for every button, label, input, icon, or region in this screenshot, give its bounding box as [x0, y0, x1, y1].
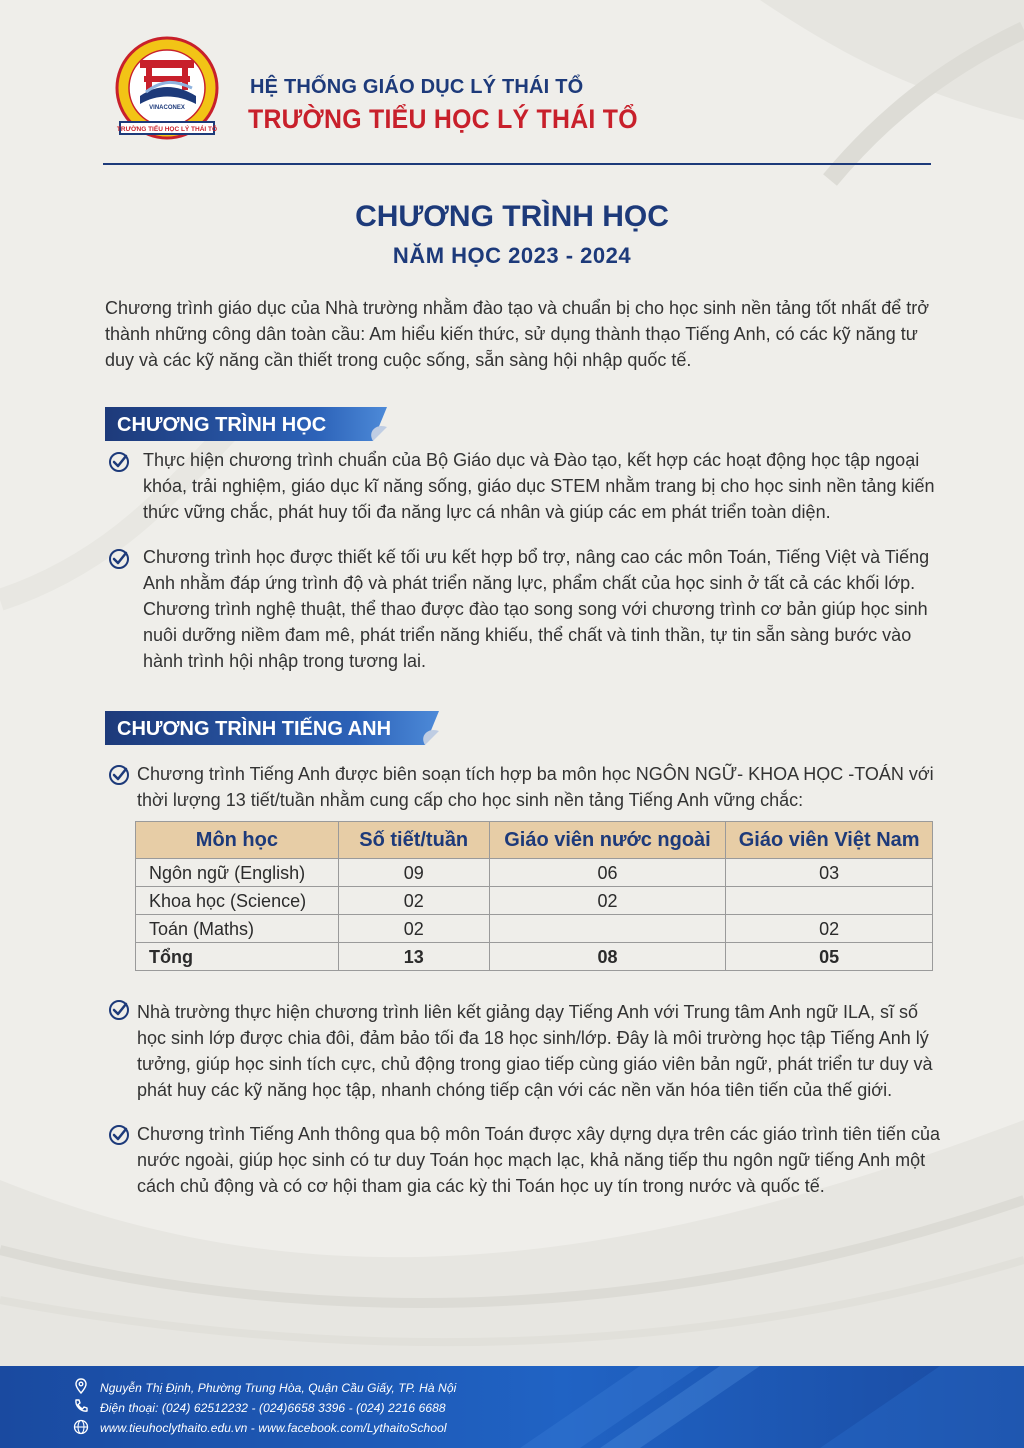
- table-cell: 08: [489, 943, 726, 971]
- intro-paragraph: Chương trình giáo dục của Nhà trường nhằm đào tạo và chuẩn bị cho học sinh nền tảng tốt nhất để trở thành những công dân toàn cầu: Am hiểu kiến thức, sử dụng thành thạo Tiếng Anh, có các kỹ năng tư duy và các kỹ năng cần thiết trong cuộc sống, sẵn sàng hội nhập quốc tế.: [105, 298, 930, 370]
- checkmark-circle-icon: [108, 451, 130, 473]
- checkmark-circle-icon: [108, 1124, 130, 1146]
- table-cell: 03: [726, 859, 933, 887]
- table-header-cell: Số tiết/tuần: [338, 822, 489, 859]
- english-program-table: [135, 821, 933, 971]
- table-cell: Khoa học (Science): [136, 887, 339, 915]
- table-row: [136, 915, 933, 943]
- phone-icon: [73, 1398, 89, 1414]
- table-cell: [489, 915, 726, 943]
- section-banner-curriculum: [105, 405, 395, 445]
- section-heading-curriculum: CHƯƠNG TRÌNH HỌC: [117, 414, 327, 436]
- location-pin-icon: [73, 1378, 89, 1394]
- table-header-cell: Giáo viên nước ngoài: [489, 822, 726, 859]
- curriculum-bullet-1: Thực hiện chương trình chuẩn của Bộ Giáo dục và Đào tạo, kết hợp các hoạt động học tập ngoại khóa, trải nghiệm, giáo dục kĩ năng sống, giáo dục STEM nhằm trang bị cho học sinh nền tảng kiến thức vững chắc, phát huy tối đa năng lực cá nhân và giúp các em phát triển toàn diện.: [143, 450, 935, 522]
- globe-icon: [73, 1419, 89, 1435]
- footer-address: Nguyễn Thị Định, Phường Trung Hòa, Quận Cầu Giấy, TP. Hà Nội: [100, 1381, 457, 1395]
- english-bullet-1: Chương trình Tiếng Anh được biên soạn tích hợp ba môn học NGÔN NGỮ- KHOA HỌC -TOÁN với thời lượng 13 tiết/tuần nhằm cung cấp cho học sinh nền tảng Tiếng Anh vững chắc:: [137, 764, 934, 810]
- table-total-row: [136, 943, 933, 971]
- table-cell: Tổng: [136, 943, 339, 971]
- page-title: CHƯƠNG TRÌNH HỌC: [355, 200, 669, 233]
- table-cell: 05: [726, 943, 933, 971]
- table-cell: 02: [489, 887, 726, 915]
- footer: [0, 1366, 1024, 1448]
- checkmark-circle-icon: [108, 764, 130, 786]
- english-bullet-2: Nhà trường thực hiện chương trình liên kết giảng dạy Tiếng Anh với Trung tâm Anh ngữ ILA, sĩ số học sinh lớp được chia đôi, đảm bảo tối đa 18 học sinh/lớp. Đây là môi trường học tập Tiếng Anh lý tưởng, giúp học sinh tích cực, chủ động trong giao tiếp cùng giáo viên bản ngữ, phát triển tư duy và phát huy các kỹ năng học tập, nhanh chóng tiếp cận với các nền văn hóa tiên tiến của thế giới.: [137, 1002, 933, 1100]
- logo-text: TRƯỜNG TIỂU HỌC LÝ THÁI TỔ: [116, 126, 218, 133]
- system-name: HỆ THỐNG GIÁO DỤC LÝ THÁI TỔ: [250, 76, 584, 98]
- table-row: [136, 887, 933, 915]
- page-subtitle: NĂM HỌC 2023 - 2024: [392, 243, 632, 268]
- footer-phone: Điện thoại: (024) 62512232 - (024)6658 3396 - (024) 2216 6688: [100, 1401, 446, 1415]
- footer-web[interactable]: www.tieuhoclythaito.edu.vn - www.facebook.com/LythaitoSchool: [100, 1421, 447, 1435]
- table-cell: Ngôn ngữ (English): [136, 859, 339, 887]
- table-header-row: [136, 822, 933, 859]
- table-cell: 02: [338, 915, 489, 943]
- table-cell: 09: [338, 859, 489, 887]
- checkmark-circle-icon: [108, 999, 130, 1021]
- table-cell: 06: [489, 859, 726, 887]
- section-banner-english: [105, 709, 447, 749]
- header-divider: [103, 163, 931, 165]
- checkmark-circle-icon: [108, 548, 130, 570]
- table-cell: 13: [338, 943, 489, 971]
- table-header-cell: Giáo viên Việt Nam: [726, 822, 933, 859]
- table-cell: 02: [726, 915, 933, 943]
- section-heading-english: CHƯƠNG TRÌNH TIẾNG ANH: [117, 718, 392, 740]
- table-cell: Toán (Maths): [136, 915, 339, 943]
- table-cell: [726, 887, 933, 915]
- table-row: [136, 859, 933, 887]
- curriculum-bullet-2: Chương trình học được thiết kế tối ưu kết hợp bổ trợ, nâng cao các môn Toán, Tiếng Việt và Tiếng Anh nhằm đáp ứng trình độ và phát triển năng lực, phẩm chất của học sinh ở tất cả các khối lớp. Chương trình nghệ thuật, thể thao được đào tạo song song với chương trình cơ bản giúp học sinh nuôi dưỡng niềm đam mê, phát triển năng khiếu, thể chất và tinh thần, tự tin sẵn sàng bước vào hành trình hội nhập trong tương lai.: [143, 547, 930, 671]
- english-bullet-3: Chương trình Tiếng Anh thông qua bộ môn Toán được xây dựng dựa trên các giáo trình tiên tiến của nước ngoài, giúp học sinh có tư duy Toán học mạch lạc, khả năng tiếp thu ngôn ngữ tiếng Anh một cách chủ động và có cơ hội tham gia các kỳ thi Toán học uy tín trong nước và quốc tế.: [137, 1124, 940, 1196]
- table-header-cell: Môn học: [136, 822, 339, 859]
- table-cell: 02: [338, 887, 489, 915]
- school-name: TRƯỜNG TIỂU HỌC LÝ THÁI TỔ: [248, 104, 638, 134]
- school-logo: [112, 36, 222, 144]
- logo-ring-text: VINACONEX: [149, 105, 185, 111]
